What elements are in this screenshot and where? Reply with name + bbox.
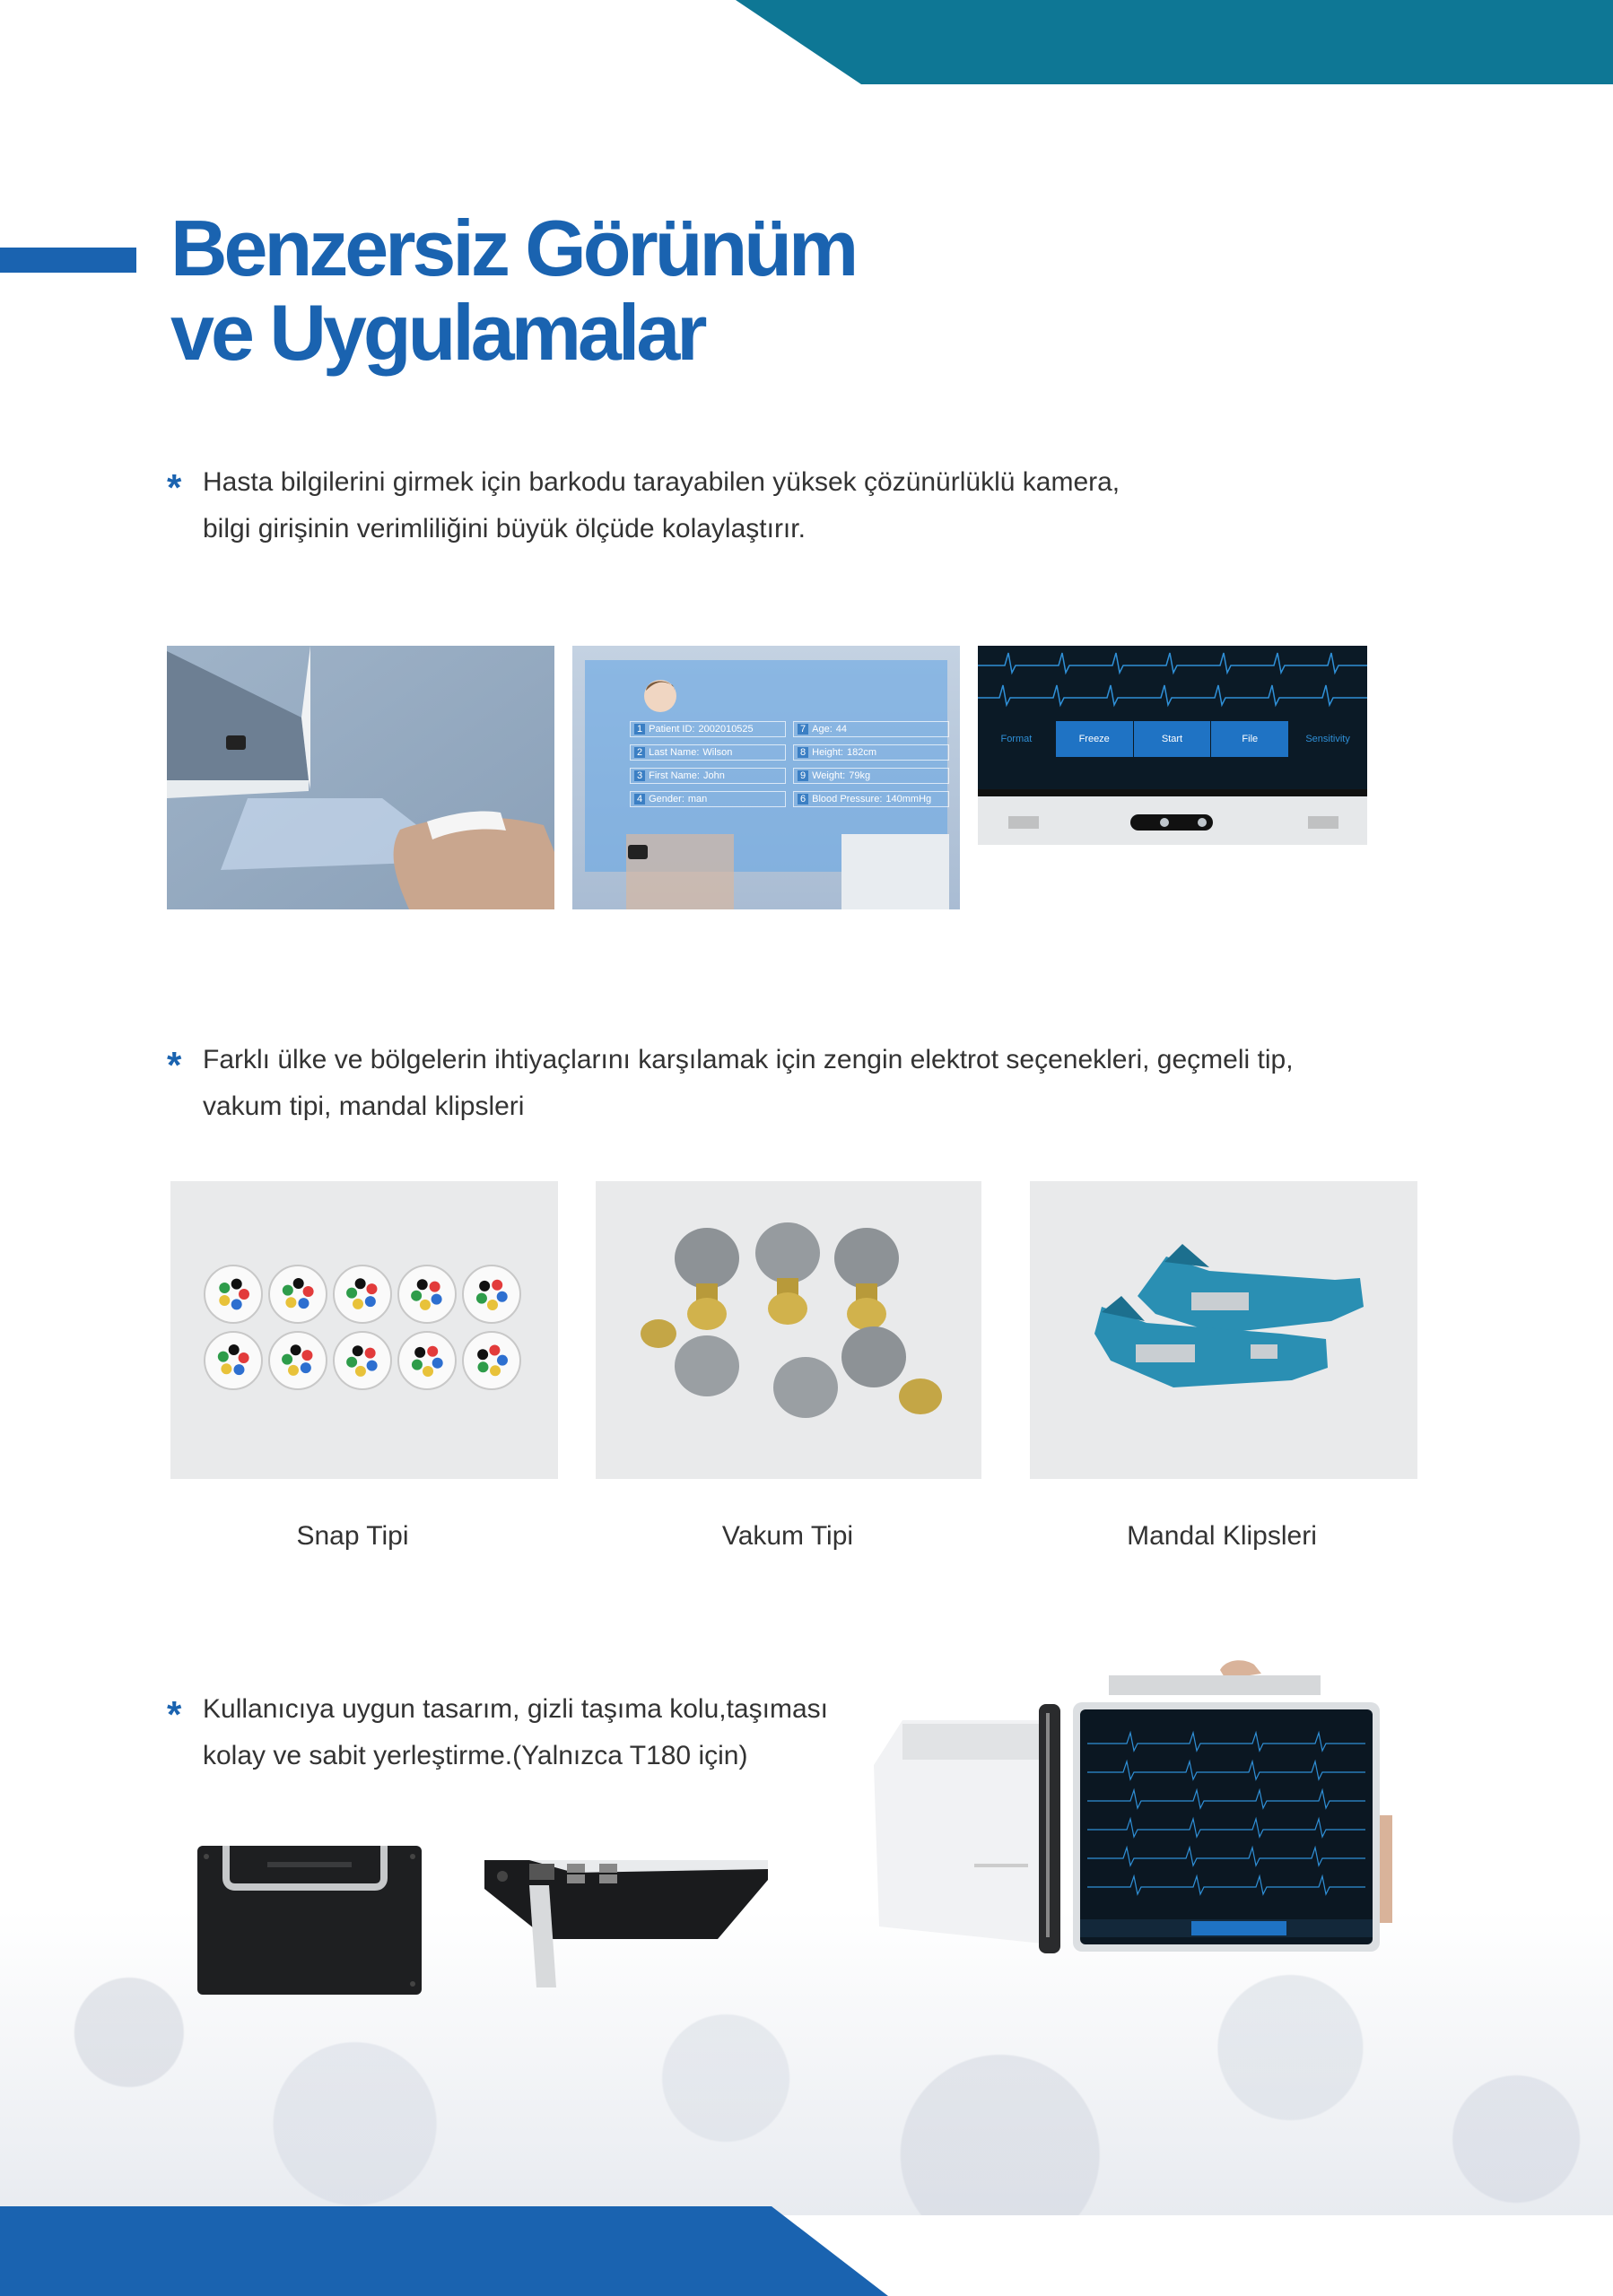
- snap-electrode: [334, 1265, 391, 1323]
- monitor-button: Sensitivity: [1289, 721, 1367, 757]
- patient-field-label: Gender:: [649, 794, 684, 804]
- patient-field-number: 4: [634, 794, 645, 804]
- asterisk-icon: *: [167, 466, 182, 509]
- bullet-design-line-1: Kullanıcıya uygun tasarım, gizli taşıma kolu,taşıması: [203, 1694, 828, 1724]
- patient-field-number: 3: [634, 770, 645, 781]
- page-title: [170, 206, 855, 375]
- patient-field: [793, 721, 949, 737]
- bullet-design-line-2: kolay ve sabit yerleştirme.(Yalnızca T180 için): [203, 1741, 748, 1770]
- asterisk-icon: *: [167, 1044, 182, 1086]
- photo-barcode-scan: [167, 646, 554, 909]
- caption-vacuum-type: Vakum Tipi: [721, 1521, 854, 1551]
- bullet-camera-line-2: bilgi girişinin verimliliğini büyük ölçüde kolaylaştırır.: [203, 514, 806, 544]
- patient-field-value: 182cm: [846, 747, 877, 758]
- snap-electrode: [269, 1332, 327, 1389]
- snap-electrode: [334, 1332, 391, 1389]
- snap-electrode: [398, 1332, 456, 1389]
- patient-field-value: 44: [835, 724, 848, 735]
- patient-field-value: John: [702, 770, 725, 781]
- patient-field-value: Wilson: [702, 747, 733, 758]
- patient-field-label: Patient ID:: [649, 724, 695, 735]
- patient-field-value: 2002010525: [698, 724, 754, 735]
- bullet-camera-line-1: Hasta bilgilerini girmek için barkodu tarayabilen yüksek çözünürlüklü kamera,: [203, 467, 1120, 497]
- snap-electrode: [205, 1332, 262, 1389]
- monitor-button: Start: [1134, 721, 1212, 757]
- patient-field: [630, 744, 786, 761]
- patient-field-label: Blood Pressure:: [812, 794, 883, 804]
- patient-card: [630, 721, 949, 807]
- patient-field-label: Height:: [812, 747, 843, 758]
- photo-device-back-handle: [196, 1844, 423, 1996]
- asterisk-icon: *: [167, 1693, 182, 1735]
- title-accent-bar: [0, 248, 136, 273]
- patient-field-value: 79kg: [849, 770, 871, 781]
- snap-electrode: [463, 1265, 520, 1323]
- patient-field-number: 6: [798, 794, 808, 804]
- patient-field-label: Last Name:: [649, 747, 700, 758]
- patient-field: [630, 721, 786, 737]
- photo-monitor-controls: [978, 646, 1367, 845]
- patient-field-number: 8: [798, 747, 808, 758]
- patient-field-label: First Name:: [649, 770, 700, 781]
- title-line-2: ve Uygulamalar: [170, 288, 704, 377]
- bullet-electrodes-line-1: Farklı ülke ve bölgelerin ihtiyaçlarını karşılamak için zengin elektrot seçenekleri, geçmeli tip,: [203, 1045, 1294, 1074]
- bottom-decorative-band: [0, 2206, 1613, 2296]
- snap-electrode: [398, 1265, 456, 1323]
- patient-field-number: 7: [798, 724, 808, 735]
- monitor-button: File: [1211, 721, 1289, 757]
- caption-clip-type: Mandal Klipsleri: [1127, 1521, 1317, 1551]
- snap-electrode: [205, 1265, 262, 1323]
- patient-field-label: Age:: [812, 724, 833, 735]
- monitor-button-bar: [978, 721, 1367, 757]
- patient-field-number: 9: [798, 770, 808, 781]
- patient-field-number: 2: [634, 747, 645, 758]
- patient-field-label: Weight:: [812, 770, 846, 781]
- patient-field-value: 140mmHg: [885, 794, 932, 804]
- top-decorative-band: [0, 0, 1613, 86]
- photo-vacuum-electrodes: [596, 1181, 981, 1479]
- patient-field: [793, 791, 949, 807]
- photo-snap-electrodes: [170, 1181, 558, 1479]
- snap-electrode: [269, 1265, 327, 1323]
- photo-clip-electrodes: [1030, 1181, 1417, 1479]
- photo-device-monitor: [867, 1657, 1421, 1957]
- photo-device-side-ports: [484, 1853, 772, 2000]
- photo-patient-info: [572, 646, 960, 909]
- patient-field-value: man: [687, 794, 708, 804]
- bullet-electrodes-line-2: vakum tipi, mandal klipsleri: [203, 1091, 525, 1121]
- patient-field: [793, 744, 949, 761]
- monitor-button: Freeze: [1056, 721, 1134, 757]
- patient-field-number: 1: [634, 724, 645, 735]
- snap-electrode: [463, 1332, 520, 1389]
- patient-field: [793, 768, 949, 784]
- monitor-button: Format: [978, 721, 1056, 757]
- caption-snap-type: Snap Tipi: [296, 1521, 409, 1551]
- title-line-1: Benzersiz Görünüm: [170, 204, 856, 292]
- patient-field: [630, 768, 786, 784]
- patient-field: [630, 791, 786, 807]
